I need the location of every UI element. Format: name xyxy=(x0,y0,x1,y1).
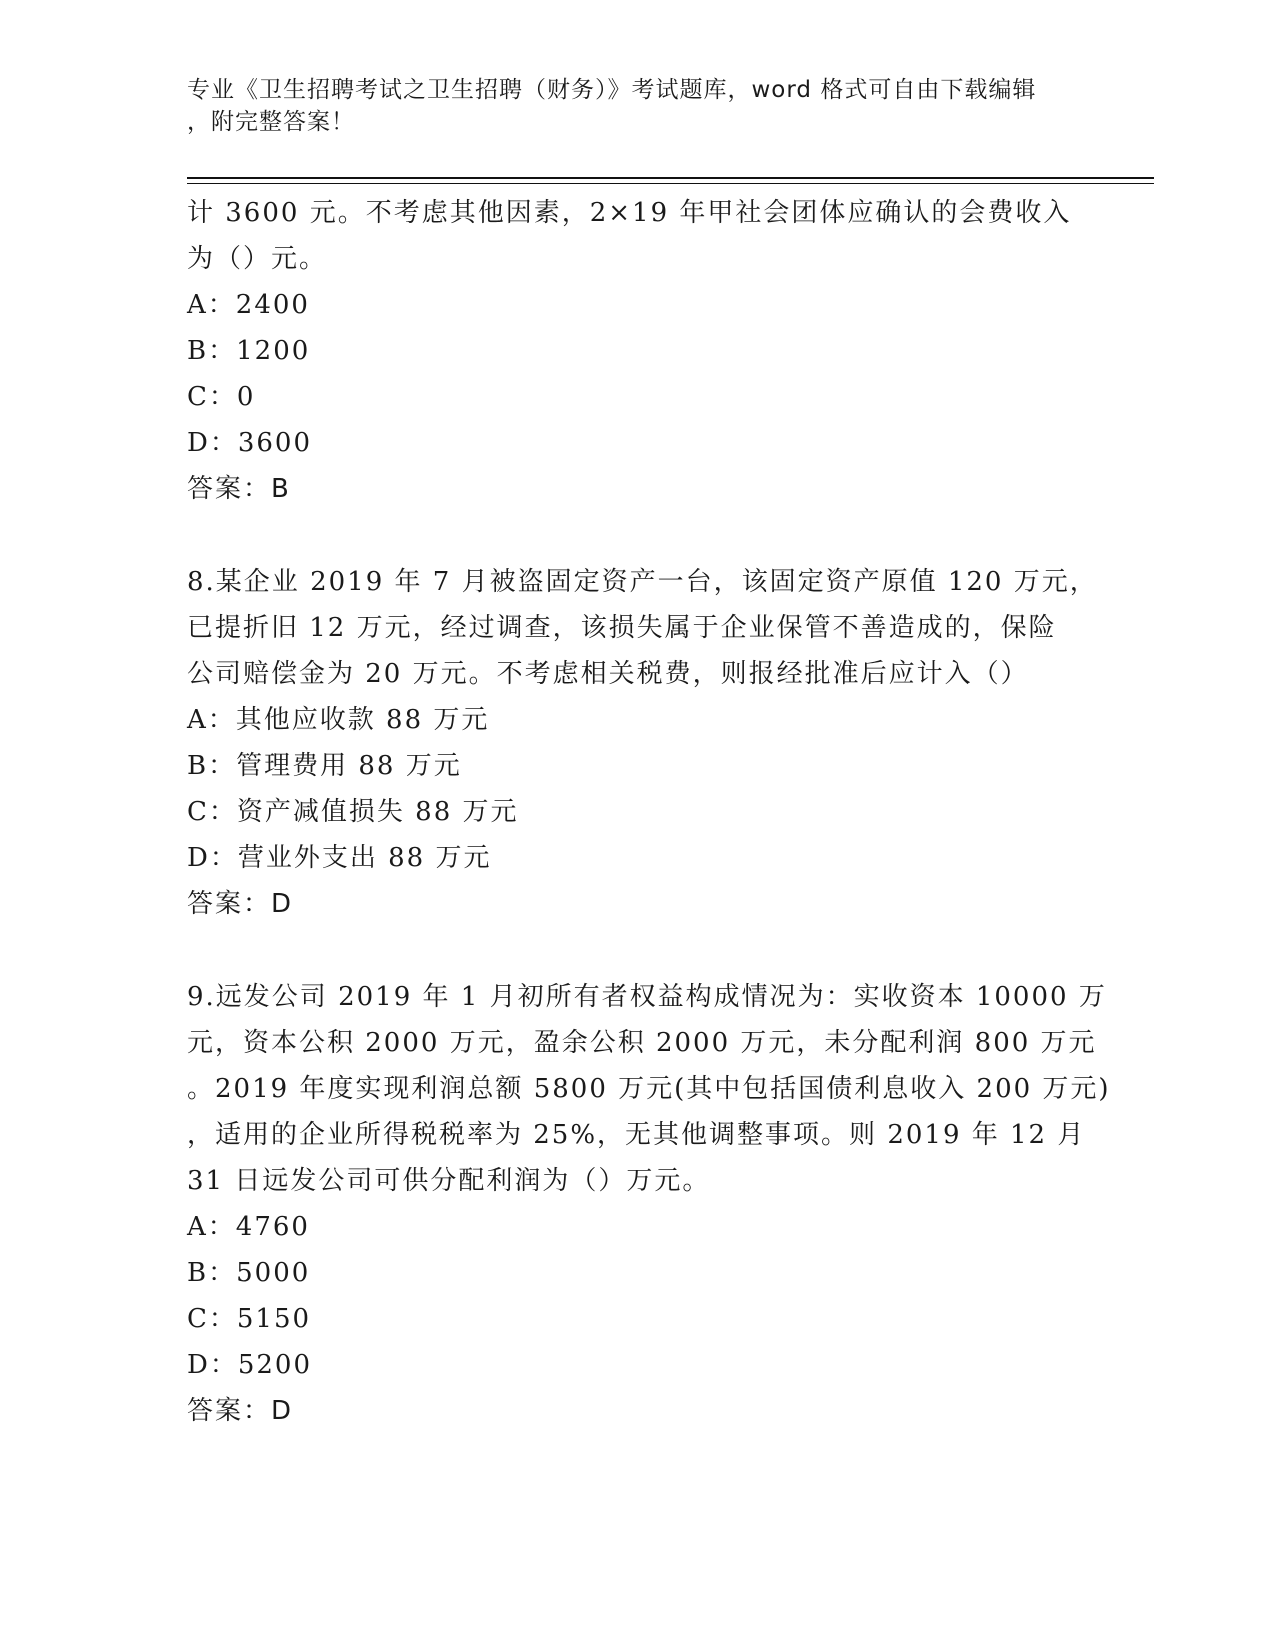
option-d: D：营业外支出 88 万元 xyxy=(187,843,492,873)
question-text-line: 计 3600 元。不考虑其他因素，2×19 年甲社会团体应确认的会费收入 xyxy=(187,198,1072,228)
question-text-line: ，适用的企业所得税税率为 25%，无其他调整事项。则 2019 年 12 月 xyxy=(187,1120,1086,1150)
option-c: C：0 xyxy=(187,382,256,412)
question-8 xyxy=(187,559,1098,927)
option-b: B：管理费用 88 万元 xyxy=(187,751,462,781)
document-body xyxy=(187,190,1111,1434)
question-text-line: 公司赔偿金为 20 万元。不考虑相关税费，则报经批准后应计入（） xyxy=(187,659,1029,689)
header-divider-thin xyxy=(187,183,1154,184)
question-text-line: 元，资本公积 2000 万元，盈余公积 2000 万元，未分配利润 800 万元 xyxy=(187,1028,1097,1058)
header-line-2: ，附完整答案！ xyxy=(187,109,355,135)
document-header xyxy=(187,74,1087,138)
option-c: C：资产减值损失 88 万元 xyxy=(187,797,519,827)
option-b: B：5000 xyxy=(187,1258,311,1288)
option-a: A：4760 xyxy=(187,1212,310,1242)
question-text-line: 为（）元。 xyxy=(187,244,328,274)
header-divider-thick xyxy=(187,177,1154,179)
option-d: D：5200 xyxy=(187,1350,313,1380)
option-c: C：5150 xyxy=(187,1304,312,1334)
answer-line: 答案：B xyxy=(187,474,291,504)
spacer xyxy=(187,927,1087,974)
header-line-1: 专业《卫生招聘考试之卫生招聘（财务）》考试题库，word 格式可自由下载编辑 xyxy=(187,77,1037,103)
option-a: A：其他应收款 88 万元 xyxy=(187,705,490,735)
spacer xyxy=(187,512,1087,559)
question-text-line: 8.某企业 2019 年 7 月被盗固定资产一台，该固定资产原值 120 万元， xyxy=(187,567,1098,597)
option-d: D：3600 xyxy=(187,428,313,458)
question-7 xyxy=(187,190,1087,512)
question-text-line: 。2019 年度实现利润总额 5800 万元(其中包括国债利息收入 200 万元) xyxy=(187,1074,1111,1104)
question-text-line: 31 日远发公司可供分配利润为（）万元。 xyxy=(187,1166,711,1196)
option-a: A：2400 xyxy=(187,290,310,320)
question-text-line: 9.远发公司 2019 年 1 月初所有者权益构成情况为：实收资本 10000 万 xyxy=(187,982,1107,1012)
option-b: B：1200 xyxy=(187,336,311,366)
answer-line: 答案：D xyxy=(187,1396,294,1426)
question-text-line: 已提折旧 12 万元，经过调查，该损失属于企业保管不善造成的，保险 xyxy=(187,613,1057,643)
answer-line: 答案：D xyxy=(187,889,294,919)
question-9 xyxy=(187,974,1111,1434)
